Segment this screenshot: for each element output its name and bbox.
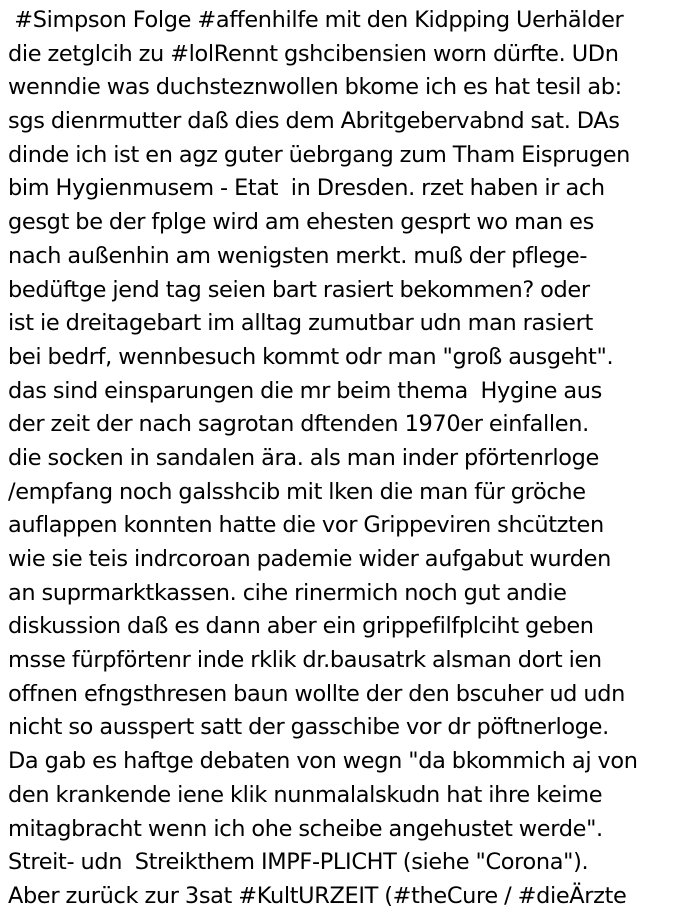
text-line: gesgt be der fplge wird am ehesten gesprt wo man es	[8, 209, 594, 236]
text-line: dinde ich ist en agz guter üebrgang zum Tham Eisprugen	[8, 141, 631, 168]
text-line: bim Hygienmusem - Etat in Dresden. rzet haben ir ach	[8, 175, 605, 202]
text-line: an suprmarktkassen. cihe rinermich noch gut andie	[8, 579, 567, 606]
text-line: die zetglcih zu #lolRennt gshcibensien worn dürfte. UDn	[8, 40, 619, 67]
text-line: diskussion daß es dann aber ein grippefilfplciht geben	[8, 613, 594, 640]
text-line: sgs dienrmutter daß dies dem Abritgebervabnd sat. DAs	[8, 108, 620, 135]
text-line: Da gab es haftge debaten von wegn "da bkommich aj von	[8, 748, 638, 775]
text-line: mitagbracht wenn ich ohe scheibe angehustet werde".	[8, 815, 603, 842]
text-line: Aber zurück zur 3sat #KultURZEIT (#theCure / #dieÄrzte	[8, 882, 627, 909]
text-line: die socken in sandalen ära. als man inder pförtenrloge	[8, 444, 599, 471]
text-line: wie sie teis indrcoroan pademie wider aufgabut wurden	[8, 546, 611, 572]
document-body	[8, 4, 684, 914]
text-line: der zeit der nach sagrotan dftenden 1970er einfallen.	[8, 411, 589, 438]
text-line: auflappen konnten hatte die vor Grippeviren shcützten	[8, 512, 604, 539]
text-line: offnen efngsthresen baun wollte der den bscuher ud udn	[8, 680, 626, 707]
text-line: ist ie dreitagebart im alltag zumutbar udn man rasiert	[8, 310, 593, 337]
text-line: msse fürpförtenr inde rklik dr.bausatrk alsman dort ien	[8, 647, 602, 674]
text-line: wenndie was duchsteznwollen bkome ich es hat tesil ab:	[8, 74, 622, 101]
text-line: nach außenhin am wenigsten merkt. muß der pflege-	[8, 242, 588, 269]
text-line: nicht so ausspert satt der gasschibe vor dr pöftnerloge.	[8, 714, 609, 741]
text-line: den krankende iene klik nunmalalskudn hat ihre keime	[8, 781, 603, 808]
text-line: bedüftge jend tag seien bart rasiert bekommen? oder	[8, 276, 590, 303]
text-line: bei bedrf, wennbesuch kommt odr man "groß ausgeht".	[8, 343, 614, 370]
text-line: Streit- udn Streikthem IMPF-PLICHT (siehe "Corona").	[8, 849, 589, 876]
text-line: /empfang noch galsshcib mit lken die man für gröche	[8, 478, 586, 505]
text-line: das sind einsparungen die mr beim thema Hygine aus	[8, 377, 602, 404]
text-line: #Simpson Folge #affenhilfe mit den Kidpping Uerhälder	[8, 7, 624, 33]
